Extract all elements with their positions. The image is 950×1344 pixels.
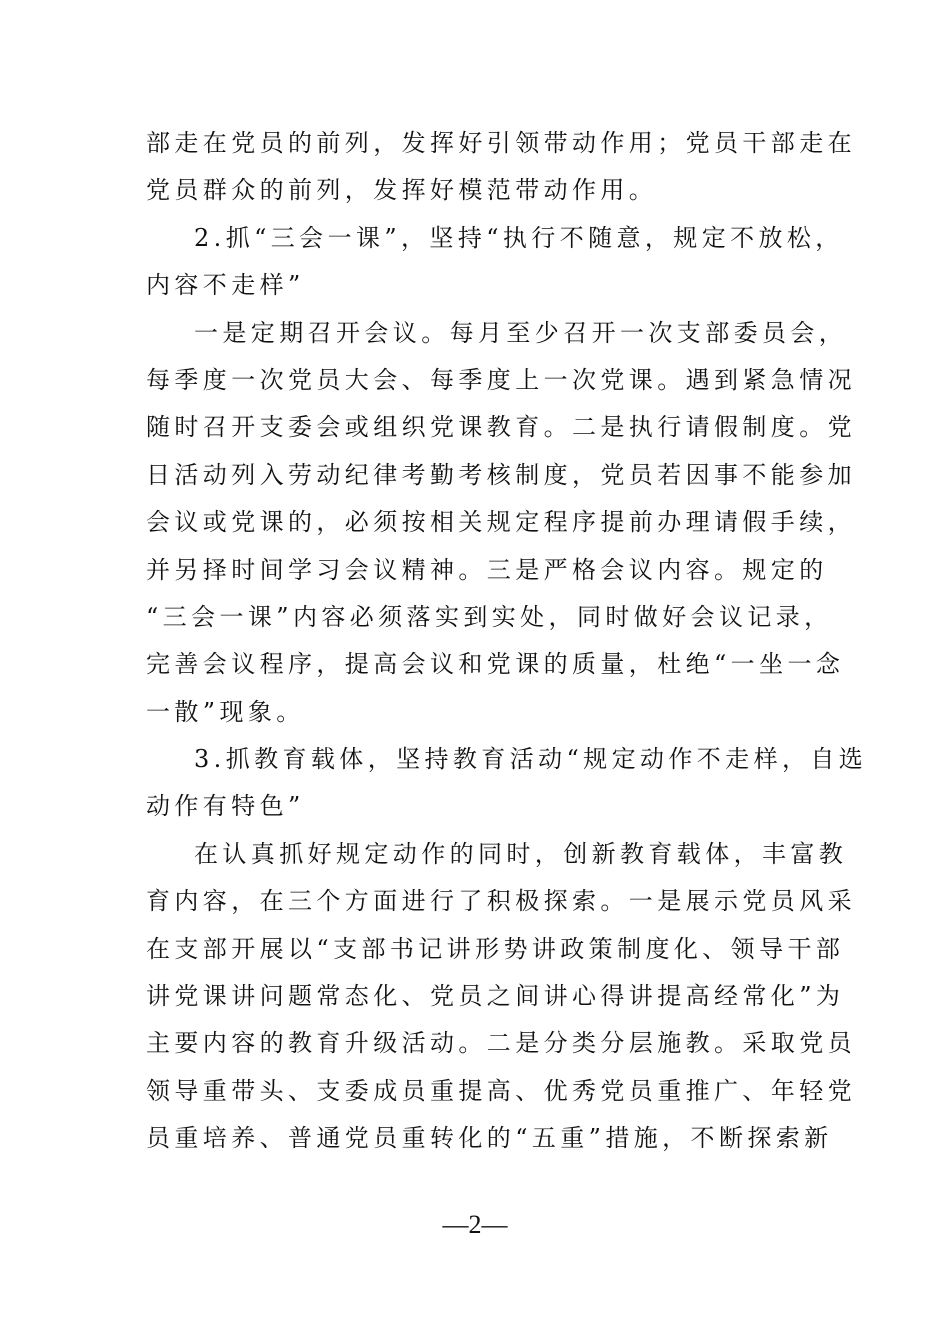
section-heading-line: 2.抓“三会一课”，坚持“执行不随意，规定不放松， <box>194 223 844 252</box>
section-heading-line: 动作有特色” <box>146 792 305 821</box>
section-heading-line: 内容不走样” <box>146 271 305 300</box>
body-line: 随时召开支委会或组织党课教育。二是执行请假制度。党 <box>146 413 856 442</box>
body-line: 员重培养、普通党员重转化的“五重”措施，不断探索新 <box>146 1124 833 1153</box>
body-line: 日活动列入劳动纪律考勤考核制度，党员若因事不能参加 <box>146 460 856 489</box>
body-line: 一散”现象。 <box>146 697 305 726</box>
body-line: 领导重带头、支委成员重提高、优秀党员重推广、年轻党 <box>146 1076 856 1105</box>
body-line: 讲党课讲问题常态化、党员之间讲心得讲提高经常化”为 <box>146 982 845 1011</box>
body-line: 一是定期召开会议。每月至少召开一次支部委员会， <box>194 318 848 347</box>
body-line: 主要内容的教育升级活动。二是分类分层施教。采取党员 <box>146 1029 856 1058</box>
body-line: 育内容，在三个方面进行了积极探索。一是展示党员风采 <box>146 887 856 916</box>
body-line: 并另择时间学习会议精神。三是严格会议内容。规定的 <box>146 555 828 584</box>
document-body <box>146 120 868 1163</box>
body-line: 每季度一次党员大会、每季度上一次党课。遇到紧急情况 <box>146 365 856 394</box>
body-line: 在支部开展以“支部书记讲形势讲政策制度化、领导干部 <box>146 934 845 963</box>
body-line: “三会一课”内容必须落实到实处，同时做好会议记录， <box>146 602 833 631</box>
section-heading-line: 3.抓教育载体，坚持教育活动“规定动作不走样，自选 <box>194 745 868 774</box>
body-line: 党员群众的前列，发挥好模范带动作用。 <box>146 176 658 205</box>
body-line: 完善会议程序，提高会议和党课的质量，杜绝“一坐一念 <box>146 650 845 679</box>
body-line: 在认真抓好规定动作的同时，创新教育载体，丰富教 <box>194 839 848 868</box>
page-number: —2— <box>442 1210 508 1239</box>
body-line: 部走在党员的前列，发挥好引领带动作用；党员干部走在 <box>146 129 856 157</box>
body-line: 会议或党课的，必须按相关规定程序提前办理请假手续， <box>146 508 856 537</box>
